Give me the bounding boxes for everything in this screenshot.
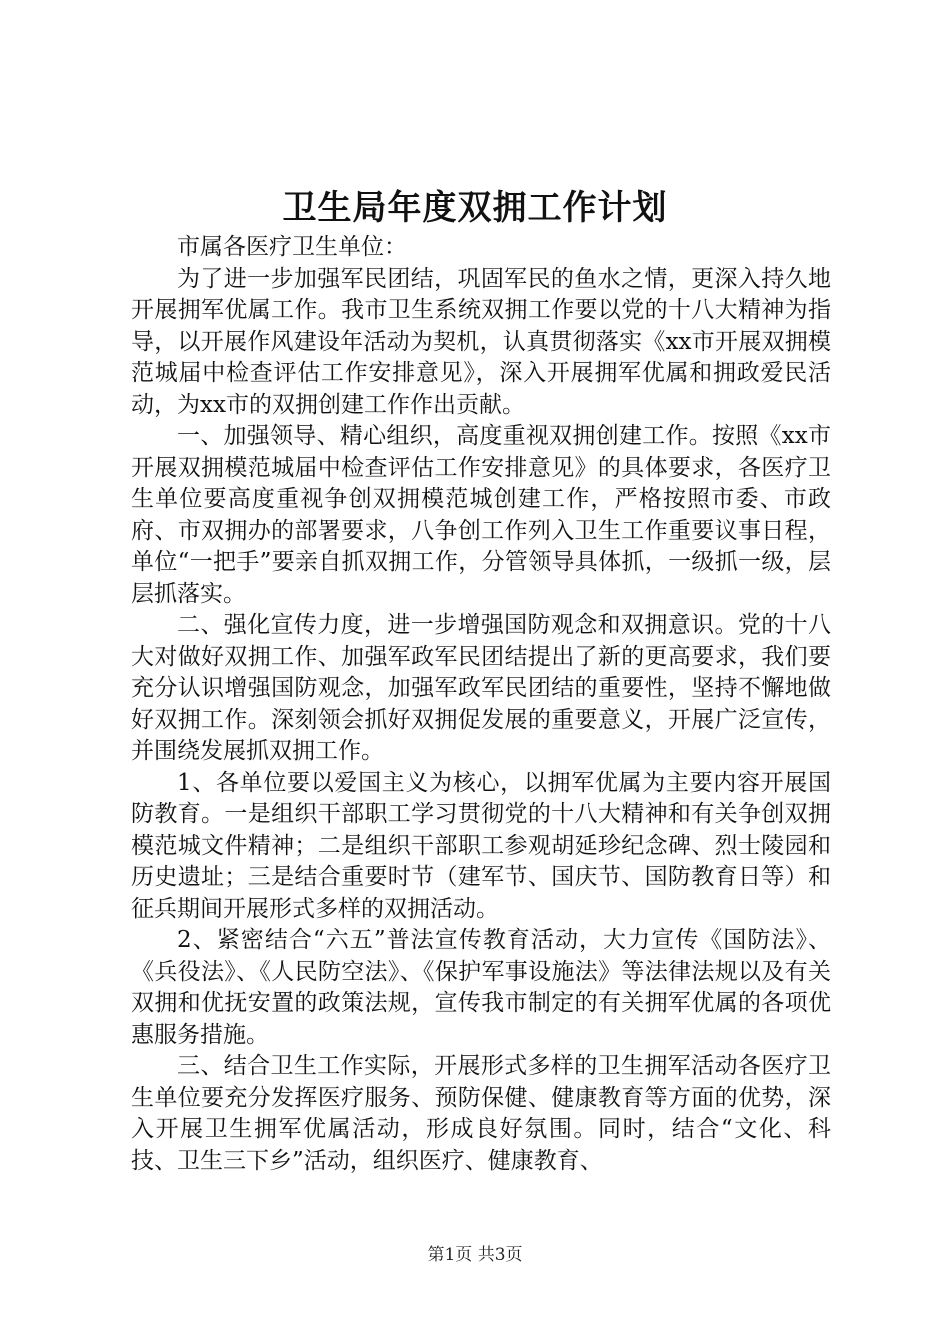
paragraph-section-1: 一、加强领导、精心组织，高度重视双拥创建工作。按照《xx市开展双拥模范城届中检查评估工作安排意见》的具体要求，各医疗卫生单位要高度重视争创双拥模范城创建工作，严格按照市委、市政府、市双拥办的部署要求，八争创工作列入卫生工作重要议事日程，单位“一把手”要亲自抓双拥工作，分管领导具体抓，一级抓一级，层层抓落实。 — [131, 423, 831, 607]
salutation: 市属各医疗卫生单位： — [177, 234, 407, 260]
paragraph-section-2: 二、强化宣传力度，进一步增强国防观念和双拥意识。党的十八大对做好双拥工作、加强军政军民团结提出了新的更高要求，我们要充分认识增强国防观念，加强军政军民团结的重要性，坚持不懈地做好双拥工作。深刻领会抓好双拥促发展的重要意义，开展广泛宣传，并围绕发展抓双拥工作。 — [131, 612, 831, 764]
paragraph-intro: 为了进一步加强军民团结，巩固军民的鱼水之情，更深入持久地开展拥军优属工作。我市卫生系统双拥工作要以党的十八大精神为指导，以开展作风建设年活动为契机，认真贯彻落实《xx市开展双拥模范城届中检查评估工作安排意见》，深入开展拥军优属和拥政爱民活动，为xx市的双拥创建工作作出贡献。 — [131, 265, 831, 418]
paragraph-section-3: 三、结合卫生工作实际，开展形式多样的卫生拥军活动各医疗卫生单位要充分发挥医疗服务、预防保健、健康教育等方面的优势，深入开展卫生拥军优属活动，形成良好氛围。同时，结合“文化、科技、卫生三下乡”活动，组织医疗、健康教育、 — [131, 1053, 831, 1174]
paragraph-item-1: 1、各单位要以爱国主义为核心，以拥军优属为主要内容开展国防教育。一是组织干部职工学习贯彻党的十八大精神和有关争创双拥模范城文件精神；二是组织干部职工参观胡延珍纪念碑、烈士陵园和历史遗址；三是结合重要时节（建军节、国庆节、国防教育日等）和征兵期间开展形式多样的双拥活动。 — [131, 769, 831, 922]
paragraph-item-2: 2、紧密结合“六五”普法宣传教育活动，大力宣传《国防法》、《兵役法》、《人民防空法》、《保护军事设施法》等法律法规以及有关双拥和优抚安置的政策法规，宣传我市制定的有关拥军优属的各项优惠服务措施。 — [131, 927, 831, 1048]
document-body — [131, 232, 831, 1177]
page-number-footer: 第1页 共3页 — [427, 1245, 523, 1265]
document-title: 卫生局年度双拥工作计划 — [282, 188, 668, 228]
